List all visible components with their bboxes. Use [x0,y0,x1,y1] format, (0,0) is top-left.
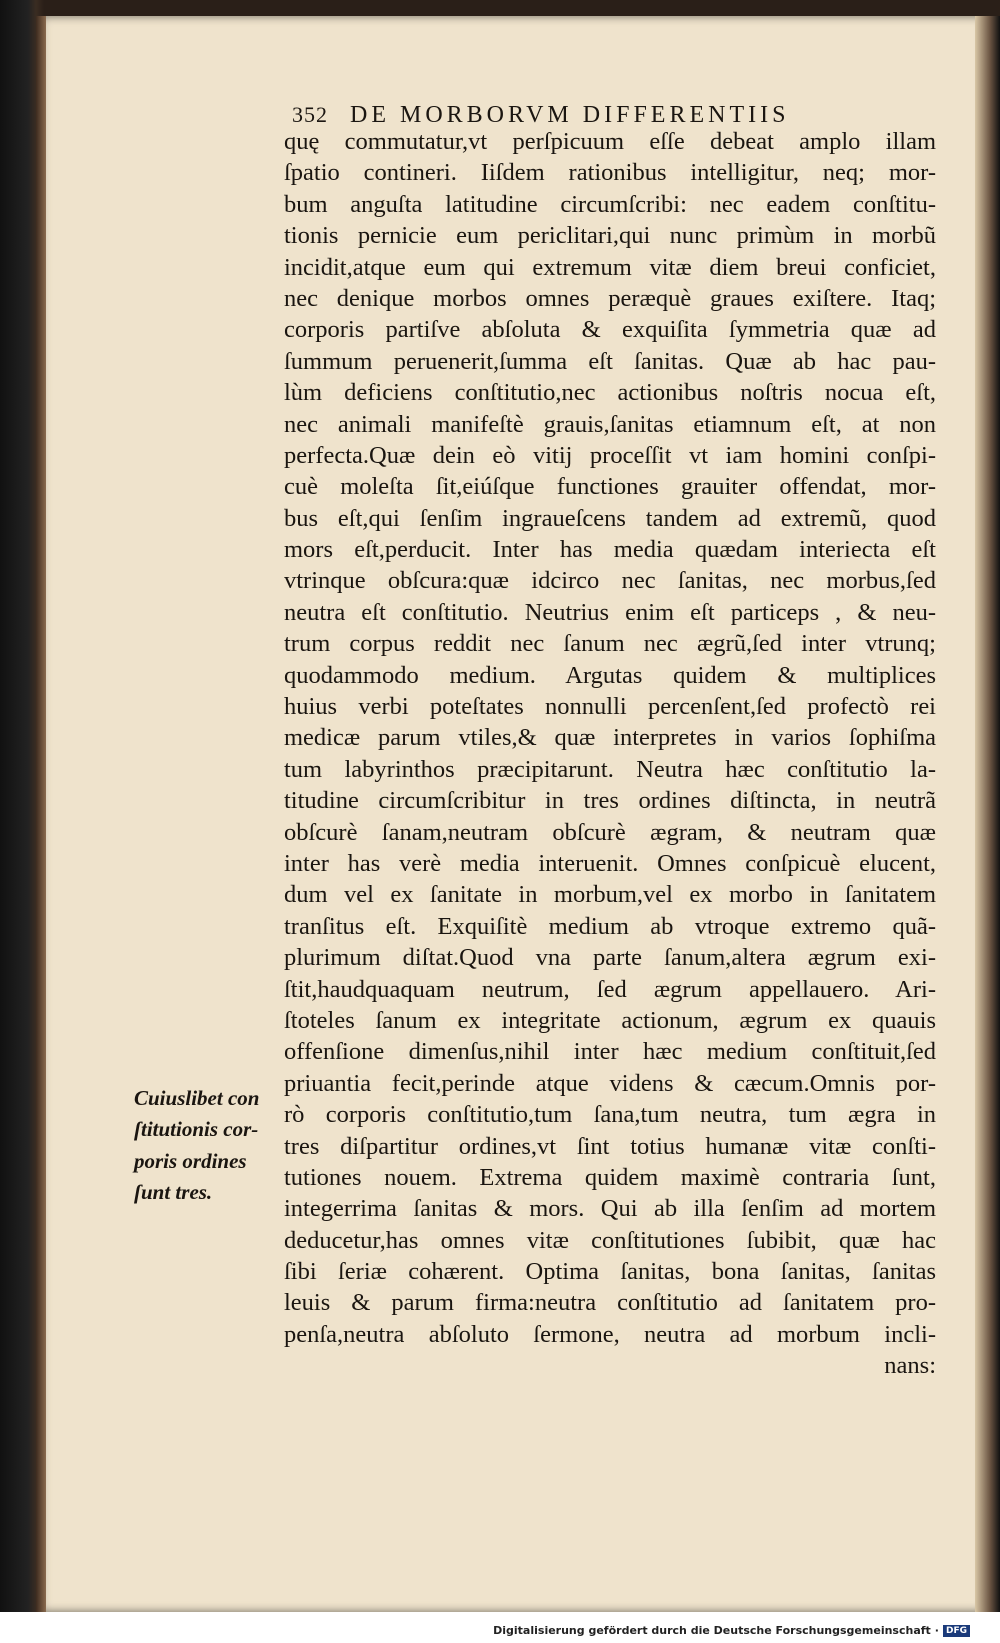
text-line: trum corpus reddit nec ſanum nec ægrũ,ſed inter vtrunq; [284,630,936,658]
marginal-note-line: Cuiuslibet con [134,1086,260,1110]
text-line: ſtoteles ſanum ex integritate actionum, ægrum ex quauis [284,1006,936,1034]
running-head [292,102,852,129]
text-line: quę commutatur,vt perſpicuum eſſe debeat amplo illam [284,128,936,155]
page-gutter-edge [36,16,46,1612]
running-title: DE MORBORVM DIFFERENTIIS [350,102,790,128]
text-line: ſibi ſeriæ cohærent. Optima ſanitas, bona ſanitas, ſanitas [284,1258,936,1286]
text-line: titudine circumſcribitur in tres ordines diſtincta, in neutrã [284,787,936,815]
text-line: penſa,neutra abſoluto ſermone, neutra ad morbum incli- [284,1320,936,1348]
text-line: mors eſt,perducit. Inter has media quædam interiecta eſt [284,536,936,564]
text-line: rò corporis conſtitutio,tum ſana,tum neutra, tum ægra in [284,1101,936,1129]
marginal-note-line: poris ordines [134,1148,247,1173]
text-line: inter has verè media interuenit. Omnes conſpicuè elucent, [284,849,936,877]
text-line: leuis & parum firma:neutra conſtitutio ad ſanitatem pro- [284,1289,936,1317]
text-line: offenſione dimenſus,nihil inter hæc medium conſtituit,ſed [284,1038,936,1066]
text-line: tutiones nouem. Extrema quidem maximè contraria ſunt, [284,1163,936,1191]
text-line: nec denique morbos omnes peræquè graues exiſtere. Itaq; [284,284,936,312]
text-line: cuè moleſta ſit,eiúſque functiones grauiter offendat, mor- [284,473,936,501]
funding-credit: Digitalisierung gefördert durch die Deutsche Forschungsgemeinschaft · DFG [493,1624,970,1637]
text-line: tres diſpartitur ordines,vt ſint totius humanæ vitæ conſti- [284,1132,936,1160]
dfg-logo-icon: DFG [943,1625,970,1637]
text-line: dum vel ex ſanitate in morbum,vel ex morbo in ſanitatem [284,881,936,909]
text-line: ſummum peruenerit,ſumma eſt ſanitas. Quæ ab hac pau- [284,347,936,375]
text-line: obſcurè ſanam,neutram obſcurè ægram, & neutram quæ [284,818,936,846]
text-line: plurimum diſtat.Quod vna parte ſanum,altera ægrum exi- [284,944,936,972]
text-line: tionis pernicie eum periclitari,qui nunc primùm in morbũ [284,222,936,250]
text-line: medicæ parum vtiles,& quæ interpretes in varios ſophiſma [284,724,936,752]
text-line: ſtit,haudquaquam neutrum, ſed ægrum appellauero. Ari- [284,975,936,1003]
text-line: quodammodo medium. Argutas quidem & multiplices [284,661,936,689]
text-line: vtrinque obſcura:quæ idcirco nec ſanitas, nec morbus,ſed [284,567,936,595]
text-line: huius verbi poteſtates nonnulli percenſent,ſed profectò rei [284,693,936,721]
text-line: deducetur,has omnes vitæ conſtitutiones ſubibit, quæ hac [284,1226,936,1254]
text-line: tum labyrinthos præcipitarunt. Neutra hæc conſtitutio la- [284,755,936,783]
text-line: ſpatio contineri. Iiſdem rationibus intelligitur, neq; mor- [284,159,936,187]
marginal-note-line: ſtitutionis cor- [134,1117,259,1142]
page-fore-edge [975,16,1000,1612]
marginal-note [134,1083,284,1209]
text-line: tranſitus eſt. Exquiſitè medium ab vtroque extremo quã- [284,912,936,940]
marginal-note-line: ſunt tres. [134,1180,213,1205]
text-line: incidit,atque eum qui extremum vitæ diem breui conficiet, [284,253,936,281]
text-line: corporis partiſve abſoluta & exquiſita ſymmetria quæ ad [284,316,936,344]
funding-credit-text: Digitalisierung gefördert durch die Deutsche Forschungsgemeinschaft [493,1624,931,1637]
text-line: perfecta.Quæ dein eò vitij proceſſit vt iam homini conſpi- [284,441,936,469]
main-text-block [284,126,936,1382]
text-line: nec animali manifeſtè grauis,ſanitas etiamnum eſt, at non [284,410,936,438]
text-line: priuantia fecit,perinde atque videns & cæcum.Omnis por- [284,1069,936,1097]
page-number: 352 [292,102,328,127]
text-line: lùm deficiens conſtitutio,nec actionibus noſtris nocua eſt, [284,379,936,407]
text-line: neutra eſt conſtitutio. Neutrius enim eſt particeps , & neu- [284,598,936,626]
text-line: integerrima ſanitas & mors. Qui ab illa ſenſim ad mortem [284,1195,936,1223]
text-line: bum anguſta latitudine circumſcribi: nec eadem conſtitu- [284,190,936,218]
text-line: nans: [884,1352,936,1380]
text-line: bus eſt,qui ſenſim ingraueſcens tandem ad extremũ, quod [284,504,936,532]
